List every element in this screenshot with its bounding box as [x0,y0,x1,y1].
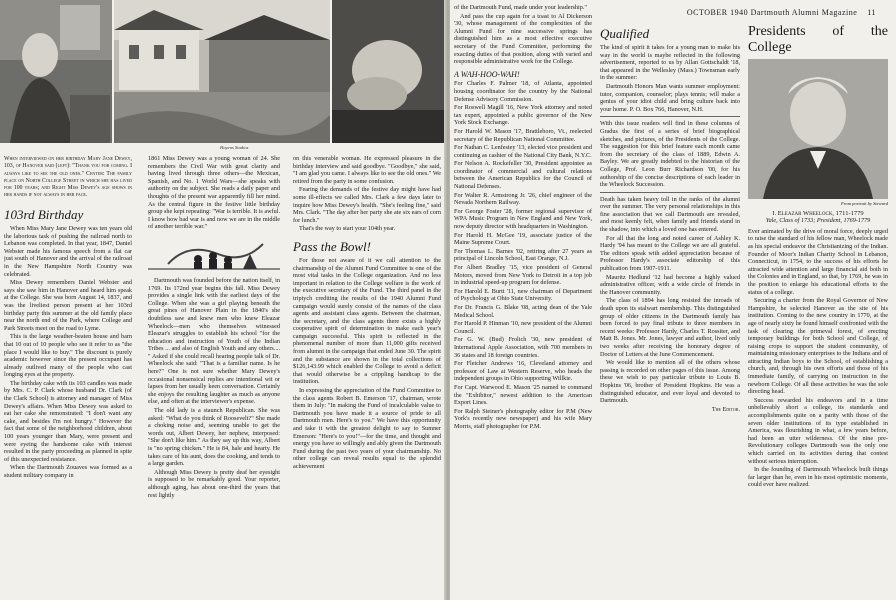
list-item: For Nelson A. Rockefeller '30, President appointee as coordinator of commercial and cultural relations between the American Republics for the Council of National Defenses. [454,160,592,191]
article-title-pass-the-bowl: Pass the Bowl! [293,238,371,254]
paragraph: Death has taken heavy toll in the ranks of the alumni over the summer. The very personal relationships in this fine association that we call Dartmouth are revealed, and most keenly felt, when family and friends stand in the shadow, into which a loved one has entered. [600,195,740,234]
paragraph: Miss Dewey remembers Daniel Webster and says she saw him in Hanover and heard him speak at the College. She was born August 14, 1837, and was the liveliest person present at her 103rd birthday party this summer at the old family place near the north end of the Park, where College and Park Streets meet on the road to Lyme. [4,279,132,332]
running-header [687,8,876,17]
paragraph: This is the large weather-beaten house and barn that 10 out of 10 people who see it refer to as "the place I would like to buy." The discount is purely academic however since the present occupant has already outlived many of the people who cast longing eyes at the property. [4,333,132,379]
paragraph: The kind of spirit it takes for a young man to make his way in the world is maybe reflected in the following advertisement, reported to us by Allan Gottschaldt '18, that appeared in the Wellesley (Mass.) Townsman early in the summer: [600,44,740,82]
paragraph: Dartmouth was founded before the nation itself, in 1769. Its 172nd year begins this fall. Miss Dewey provides a single link with the earliest days of the College. When she was a girl playing beneath the great pines of Hanover Plain in the 1840's she doubtless saw and knew men who knew Eleazar Wheelock—men who themselves witnessed Eleazar's struggles to establish his school "for the education and instruction of Youth of the Indian Tribes ... and also of English Youth and any others.... " Asked if she could recall hearing people talk of Dr. Wheelock she said: "That is a familiar name. Is he here?" One is not sure whether Mary Dewey's occasional nonsensical replies are intentional wit or lapses from her usually keen conversation. Certainly she enjoys the resulting laughter as much as anyone else, and often at the interviewer's expense. [148,276,280,406]
wheelock-portrait [748,59,888,199]
paragraph: Fearing the demands of the festive day might have had some ill-effects we called Mrs. Clark a few days later to inquire how Miss Dewey's health. "She's feeling fine," said Mrs. Clark. "The day after her party she ate six ears of corn for lunch." [293,186,441,224]
paragraph: That's the way to start your 104th year. [299,225,396,233]
president-name: I. Eleazar Wheelock, 1711-1779 [772,209,864,217]
list-item: For Dr. Francis G. Blake '08, acting dean of the Yale Medical School. [454,303,592,319]
left-column-1 [4,205,132,597]
article-title-birthday: 103rd Birthday [4,207,84,222]
left-column-3 [293,155,441,597]
left-page [0,0,446,600]
right-page [450,0,896,600]
list-item: For Harold P. Hinman '10, new president of the Alumni Council. [454,320,592,335]
paragraph: For those not aware of it we call attention to the chairmanship of the Alumni Fund Committee is one of the most vital tasks in the College organization. And no less important in relation to the College welfare is the work of the executive secretary of the Fund. The third panel in the triptych crediting the results of the 1940 Alumni Fund campaign would surely consist of the names of the class agents and assistant class agents. Between the chairman, the secretary, and the class agents there exists a highly cooperative spirit of determination to make each year's campaign successful. This spirit is reflected in the phenomenal number of more than 11,000 gifts received from alumni in the campaign that ended June 30. The spirit and the substance are shown in the total collections of $126,143.99 which enabled the College to avoid a deficit that would otherwise be a crippling handicap to the institution. [293,256,441,386]
section-title-wah-hoo-wah: A WAH-HOO-WAH! [454,69,520,79]
section-title-presidents: Presidents of the College [748,24,888,55]
photo-family-house [114,0,330,143]
list-item: For Capt. Warwood E. Mason '25 named to command the "Exhibitor," newest addition to the American Export Lines. [454,383,592,407]
list-item: For Charles F. Palmer '18, of Atlanta, appointed housing coordinator for the country by the National Defense Advisory Commission. [454,80,592,103]
list-item: For Nathan C. Lenfestey '13, elected vice president and continuing as cashier of the National City Bank, N.Y.C. [454,144,592,159]
paragraph: Although Miss Dewey is pretty deaf her eyesight is supposed to be remarkably good. Your reporter, although aging, has about one-third the years that rest lightly [148,468,280,499]
paragraph: With this issue readers will find in these columns of Gradus the first of a series of brief biographical sketches, and pictures, of the Presidents of the College. The suggestion for this brief feature each month came from the secretary of the class of 1889, Edwin A. Bayley. We are greatly indebted to the historian of the College, Prof. Leon Burr Richardson '00, for his authorship of the concise descriptions of each leader in the Wheelock Succession. [600,120,740,189]
article-title-qualified: Qualified [600,26,650,41]
paragraph: For all that the long and noted career of Ashley K. Hardy '94 has meant to the College we are all grateful. The editors speak with added appreciation because of Professor Hardy's associate editorship of this publication from 1907-1911. [600,234,740,273]
right-column-c [748,24,888,596]
photo-credit: Hayens Studios [220,145,249,150]
list-item: For Roswell Magill '16, New York attorney and noted tax expert, appointed a public governor of the New York Stock Exchange. [454,104,592,127]
paragraph: of the Dartmouth Fund, made under your leadership." [454,4,587,11]
paragraph: When the Dartmouth Zouaves was formed as a student military company in [4,464,132,479]
divider [600,116,740,117]
page-number: 11 [867,8,876,17]
paragraph: The old lady is a staunch Republican. She was asked: "What do you think of Roosevelt?" She made a choking noise and, seeming unable to get the words out, Albert Dewey, her nephew, interposed: "She don't like him." As they say up this way, Albert is "no spring chicken." He is 84, hale and hearty. He takes care of his aunt, does the cooking, and tends to a large garden. [148,407,280,468]
paragraph: In the founding of Dartmouth Wheelock built things far larger than he, even in his most optimistic moments, could ever have realized. [748,466,888,489]
photo-mary-dewey-portrait [0,0,112,143]
header-title: OCTOBER 1940 Dartmouth Alumni Magazine [686,8,858,17]
editor-signature: The Editor. [711,405,740,413]
president-subtitle: Yale, Class of 1733; President, 1769-1779 [765,217,871,225]
list-item: For Ralph Steiner's photography editor for P.M (New York's recently new newspaper) and his wife Mary Morris, staff photographer for P.M. [454,407,592,430]
paragraph: Mauritz Hedlund '12 had become a highly valued administrative officer, with a wide circle of friends in the Hanover community. [600,273,740,296]
left-column-2 [148,155,280,597]
right-column-a [454,4,592,596]
paragraph: When Miss Mary Jane Dewey was ten years old the laborious task of pushing the railroad north to Lebanon was completed. In that year, 1847, Daniel Webster made his famous speech from a flat car just south of Hanover and the arrival of the railroad in the New Hampshire North Country was celebrated. [4,225,132,278]
zouaves-woodcut-illustration [148,234,280,274]
right-column-b [600,24,740,596]
paragraph: And pass the cup again for a toast to Al Dickerson '30, whose management of the complexities of the Alumni Fund for nine successive springs has distinguished him as a most effective executive secretary of the Fund Committee, performing the exacting duties of that position, along with varied and responsible administrative work for the College. [454,12,592,66]
list-item: For Walter R. Armstrong Jr. '26, chief engineer of the Nevada Northern Railway. [454,191,592,207]
portrait-credit: From portrait by Steward [840,201,888,206]
paragraph: We would like to mention all of the others whose passing is recorded on other pages of this issue. Among these we wish to pay particular tribute to Louis B. Hopkins '06, brother of President Hopkins. He was a distinguished educator, and ever loyal and devoted to Dartmouth. [600,359,740,405]
paragraph: Securing a charter from the Royal Governor of New Hampshire, he selected Hanover as the site of his institution. Coming to the new country in 1770, at the age of nearly sixty he found himself confronted with the task of clearing the primeval forest, of erecting temporary buildings for both School and College, of raising crops to support the student community, of maintaining missionary enterprises to the Indians and of attracting Indian boys to the School, of establishing a church, and, through his own efforts and those of his immediate family, of carrying on instruction in the newborn College. Of all these activities he was the sole directing head. [748,297,888,396]
divider [600,192,740,193]
paragraph: In expressing the appreciation of the Fund Committee to the class agents Robert B. Emerson '17, chairman, wrote them in July: "In making the Fund of incalculable value to Dartmouth you have made it a source of pride to all Dartmouth men. Here's to you." We have this opportunity and take it with the greatest delight to say to Sumner Emerson: "Here's to you!"—for the time, and thought and energy you have so willingly and ably given the Dartmouth Fund during the past two years of your chairmanship. No other college can reveal results equal to the splendid achievement [293,387,441,470]
list-item: For Albert Bradley '15, vice president of General Motors, moved from New York to Detroit in a top job in industrial speed-up program for defense. [454,264,592,287]
paragraph: Dartmouth Honors Man wants summer employment: tutor, companion, counselor; plays tennis; will make a genius of your idiot child and bring culture back into your home. P. O. Box 766, Hanover, N.H. [600,82,740,113]
list-item: For G. W. (Bud) Frolich '30, new president of International Apple Association, with 700 members in 36 states and 18 foreign countries. [454,336,592,359]
list-item: For Harold H. McGee '19, associate justice of the Maine Supreme Court. [454,231,592,247]
list-item: For George Foster '28, former regional supervisor of WPA Music Program in New England and New York, now deputy director with headquarters in Washington. [454,207,592,231]
list-item: For Harold W. Mason '17, Brattleboro, Vt., reelected secretary of the Republican National Committee. [454,127,592,143]
list-item: For Fletcher Andrews '16, Cleveland attorney and professor of Law at Western Reserve, who heads the independent groups in Ohio supporting Willkie. [454,360,592,383]
paragraph: on this venerable woman. He expressed pleasure in the birthday interview and said goodbye. "Goodbye," she said, "I am glad you came. I always like to see the old ones." We retired from the party in some confusion. [293,155,441,185]
photo-hands [332,0,446,143]
paragraph: Success rewarded his endeavors and in a time unbelievably short a college, its standards and accomplishments quite on a parity with those of the seven older institutions of its type established in America, was flourishing in what, a few years before, had been an utter wilderness. Of the nine pre-Revolutionary colleges Dartmouth was the only one which carried on its activities during that contest without serious interruption. [748,396,888,465]
list-item: For Thomas L. Barnes '02, retiring after 27 years as principal of Lincoln School, East Orange, N.J. [454,247,592,263]
paragraph: The birthday cake with its 103 candles was made by Mrs. C. P. Clark whose husband Dr. Clark (of the Clark School) is attorney and manager of Miss Dewey's affairs. When Miss Dewey was asked to eat her cake she remonstrated: "I don't want any cake, and besides I'm not hungry." However the fact that some of the neighborhood children, about 100 years younger than Mary, were present and were eyeing the handsome cake with interest resulted in the party proceeding as planned in spite of this unexpected resistance. [4,379,132,463]
paragraph: The class of 1894 has long resisted the inroads of death upon its stalwart membership. This distinguished group of older citizens in the Dartmouth family has been forced to pay final tribute to three members in recent weeks: Professor Hardy, Charles T. Rossiter, and Matt B. Jones. Mr. Jones, lawyer and author, lived only two weeks after receiving the honorary degree of Doctor of Letters at the June Commencement. [600,297,740,358]
photo-caption: When interviewed on her birthday Mary Jane Dewey, 103, of Hanover said (left): "Thank you for coming. I always like to see the old ones." Center: The family place on North College Street in which she has lived for 100 years; and Right Miss Dewey's age shows in her hands if not always in her face. [4,156,132,199]
paragraph: 1861 Miss Dewey was a young woman of 24. She remembers the Civil War with great clarity and having lived through three others—the Mexican, Spanish, and No. 1 World Wars—she speaks with authority on the subject. She reads a daily paper and thoughts of the present war apparently fill her mind. As the central figure in the festive little birthday group she kept repeating: "War is terrible. It is awful. I know how bad war is and now we are in the middle of another terrible war." [148,155,280,231]
list-item: For Harold E. Burtt '11, new chairman of Department of Psychology at Ohio State University. [454,287,592,303]
paragraph: Ever animated by the drive of moral force, deeply urged to raise the standard of his fellow man, Wheelock made as his special endeavor the Christianizing of the Indian. Founder of Moor's Indian Charity School in Lebanon, Connecticut, in 1754, to the success of his efforts he attracted wide attention and large financial aid both in the Colonies and in England, so that, by 1769, he was in the position to enlarge his educational efforts to the status of a college. [748,227,888,296]
